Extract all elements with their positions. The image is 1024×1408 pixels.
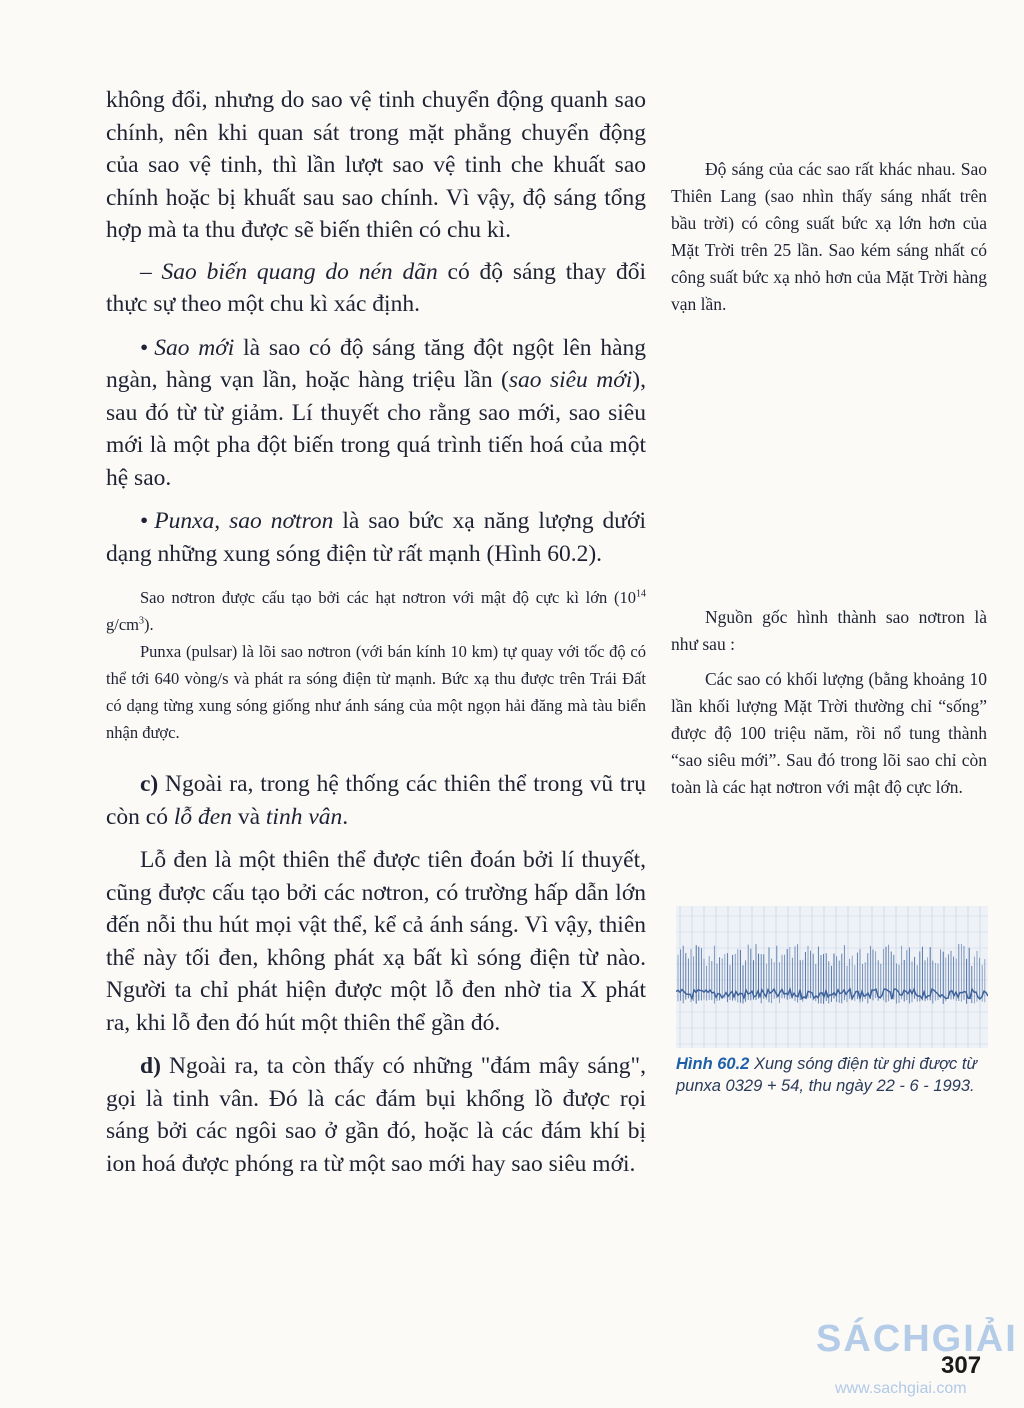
- superscript: 14: [636, 588, 646, 600]
- figure-caption-text: Xung sóng điện từ ghi được từ punxa 0329 + 54, thu ngày 22 - 6 - 1993.: [676, 1055, 977, 1095]
- text: ), sau đó từ từ giảm. Lí thuyết cho rằng sao mới, sao siêu mới là một pha đột biến trong quá trình tiến hoá của một hệ sao.: [106, 367, 646, 491]
- page-number: 307: [941, 1352, 982, 1379]
- label-d: d): [140, 1053, 161, 1079]
- bullet-icon: •: [140, 508, 149, 534]
- text: là sao bức xạ năng lượng dưới dạng những xung sóng điện từ rất mạnh (Hình 60.2).: [106, 508, 647, 567]
- term-nebula: tinh vân: [265, 803, 343, 830]
- text: Ngoài ra, ta còn thấy có những "đám mây sáng", gọi là tinh vân. Đó là các đám bụi khổng lồ được rọi sáng bởi các ngôi sao ở gần đó, hoặc là các đám khí bị ion hoá được phóng ra từ một sao mới hay sao siêu mới.: [106, 1053, 646, 1177]
- paragraph-black-hole: Lỗ đen là một thiên thể được tiên đoán bởi lí thuyết, cũng được cấu tạo bởi các nơtron, có trường hấp dẫn lớn đến nỗi thu hút mọi vật thể, kể cả ánh sáng. Vì vậy, thiên thể này tối đen, không phát xạ bất kì sóng điện từ nào. Người ta chỉ phát hiện được một lỗ đen nhờ tia X phát ra, khi lỗ đen đó hút một thiên thể gần đó.: [106, 847, 646, 1036]
- margin-note-brightness: [671, 156, 987, 318]
- text: ).: [144, 615, 154, 634]
- margin-note-intro: Nguồn gốc hình thành sao nơtron là như sau :: [671, 607, 987, 654]
- small-print-note: [106, 584, 646, 746]
- paragraph-d: [106, 1050, 646, 1180]
- text: và: [231, 803, 266, 830]
- term-black-hole: lỗ đen: [173, 803, 232, 830]
- text: có độ sáng thay đổi thực sự theo một chu kì xác định.: [106, 258, 647, 317]
- pulsar-signal-figure: [676, 906, 988, 1048]
- term-supernova: sao siêu mới: [508, 367, 633, 393]
- text: .: [342, 803, 349, 830]
- term-nova: Sao mới: [154, 334, 235, 361]
- text: là sao có độ sáng tăng đột ngột lên hàng ngàn, hàng vạn lần, hoặc hàng triệu lần (: [106, 334, 646, 393]
- paragraph-c: [106, 768, 646, 833]
- margin-note-body: Các sao có khối lượng (bằng khoảng 10 lần khối lượng Mặt Trời thường chỉ “sống” được độ 100 triệu năm, rồi nổ tung thành “sao siêu mới”. Sau đó trong lõi sao chỉ còn toàn là các hạt nơtron với mật độ cực lớn.: [671, 669, 987, 797]
- term-pulsar: Punxa, sao nơtron: [154, 508, 334, 534]
- superscript: 3: [139, 615, 144, 627]
- margin-note-text: Độ sáng của các sao rất khác nhau. Sao Thiên Lang (sao nhìn thấy sáng nhất trên bầu trời) có công suất bức xạ lớn hơn của Mặt Trời trên 25 lần. Sao kém sáng nhất có công suất bức xạ nhỏ hơn của Mặt Trời hàng vạn lần.: [671, 159, 987, 314]
- paragraph-pulsar: [106, 505, 646, 570]
- text: g/cm: [106, 615, 139, 634]
- paragraph-nova: [106, 332, 646, 495]
- text: Ngoài ra, trong hệ thống các thiên thể trong vũ trụ còn có: [106, 771, 646, 830]
- paragraph-eclipsing: không đổi, nhưng do sao vệ tinh chuyển động quanh sao chính, nên khi quan sát trong mặt phẳng chuyển động của sao vệ tinh, thì lần lượt sao vệ tinh che khuất sao chính hoặc bị khuất sau sao chính. Vì vậy, độ sáng tổng hợp mà ta thu được sẽ biến thiên có chu kì.: [106, 87, 646, 243]
- paragraph-pulsating-variable: [106, 256, 646, 321]
- watermark-logo: SÁCHGIẢI: [816, 1318, 1018, 1360]
- watermark-url[interactable]: www.sachgiai.com: [835, 1380, 967, 1397]
- bullet-icon: •: [140, 334, 149, 361]
- note-neutron-star: [106, 584, 646, 638]
- label-c: c): [140, 771, 159, 797]
- text: Sao nơtron được cấu tạo bởi các hạt nơtron với mật độ cực kì lớn (10: [140, 588, 636, 607]
- figure-background: [676, 906, 988, 1048]
- main-column: [106, 84, 646, 1191]
- margin-note-origin: [671, 604, 987, 801]
- figure-caption: [676, 1053, 992, 1097]
- term-pulsating-variable: – Sao biến quang do nén dãn: [140, 258, 438, 285]
- note-pulsar: Punxa (pulsar) là lõi sao nơtron (với bán kính 10 km) tự quay với tốc độ có thể tới 640 vòng/s và phát ra sóng điện từ mạnh. Bức xạ thu được trên Trái Đất có dạng từng xung sóng giống như ánh sáng của một ngọn hải đăng mà tàu biển nhận được.: [106, 642, 646, 742]
- figure-label: Hình 60.2: [676, 1055, 750, 1073]
